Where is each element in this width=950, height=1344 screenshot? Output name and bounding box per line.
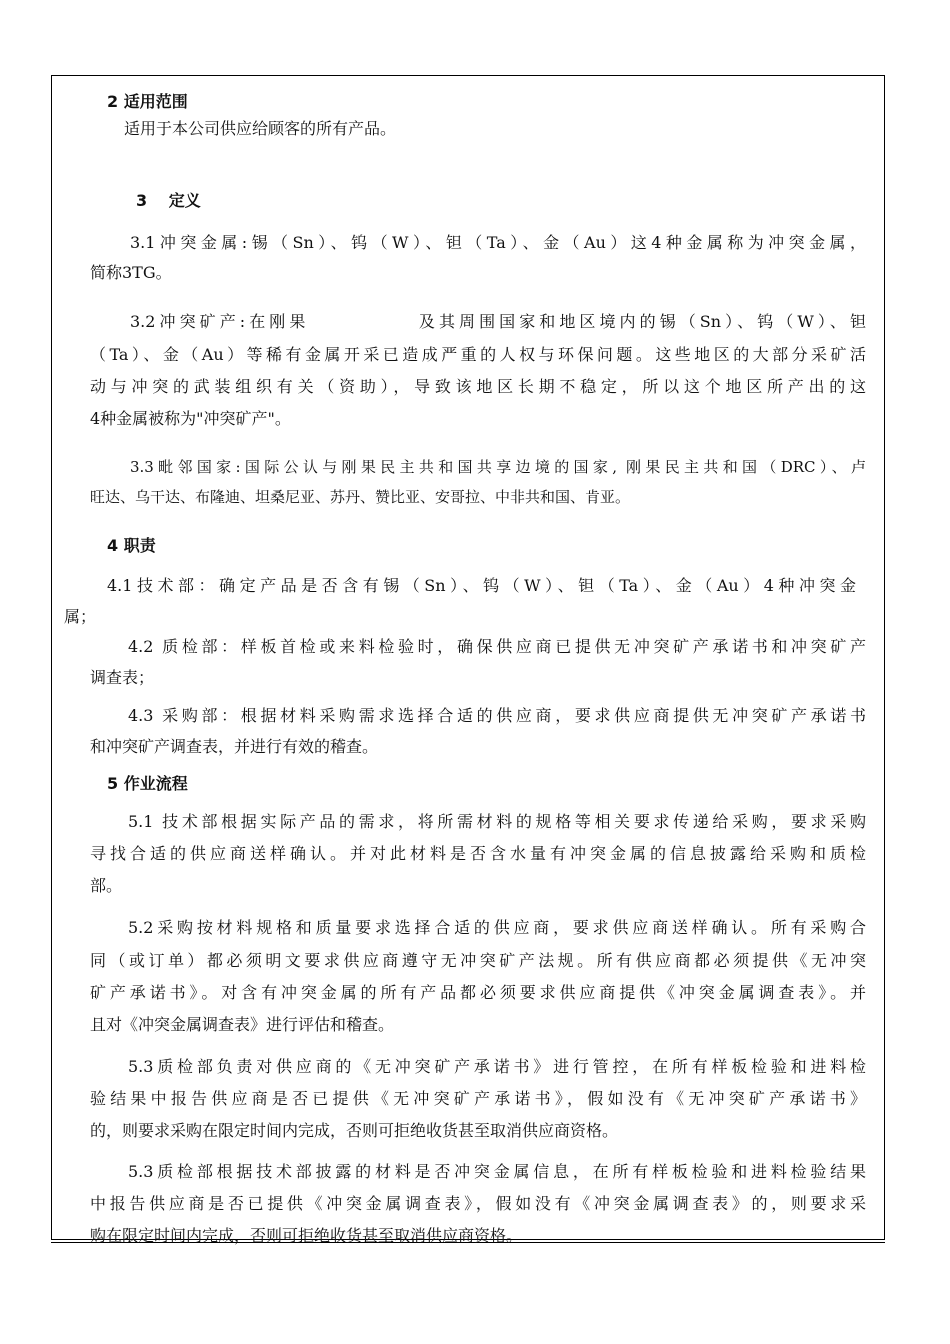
para-4-3-line: 4.3 采购部：根据材料采购需求选择合适的供应商，要求供应商提供无冲突矿产承诺书: [128, 706, 866, 725]
section-3-heading: 3 定义: [136, 191, 201, 210]
section-4-heading: 4 职责: [107, 536, 156, 555]
para-5-4-line: 购在限定时间内完成，否则可拒绝收货甚至取消供应商资格。: [90, 1226, 523, 1245]
section-2-heading: 2 适用范围: [107, 92, 188, 111]
para-3-3-line: 3.3毗邻国家:国际公认与刚果民主共和国共享边境的国家, 刚果民主共和国（DRC）、卢: [130, 458, 866, 476]
para-3-2-line: 3.2冲突矿产:在刚果 及其周围国家和地区境内的锡（Sn）、钨（W）、钽: [130, 312, 866, 331]
para-5-3-line: 验结果中报告供应商是否已提供《无冲突矿产承诺书》，假如没有《无冲突矿产承诺书》: [90, 1089, 866, 1108]
para-5-1-line: 5.1 技术部根据实际产品的需求，将所需材料的规格等相关要求传递给采购，要求采购: [128, 812, 866, 831]
para-5-2-line: 同（或订单）都必须明文要求供应商遵守无冲突矿产法规。所有供应商都必须提供《无冲突: [90, 951, 866, 970]
para-5-1-line: 部。: [90, 876, 123, 895]
para-3-2-line: 动与冲突的武装组织有关（资助），导致该地区长期不稳定，所以这个地区所产出的这: [90, 377, 866, 396]
section-2-text: 适用于本公司供应给顾客的所有产品。: [124, 119, 397, 138]
para-4-2-line: 调查表；: [90, 668, 155, 687]
para-5-1-line: 寻找合适的供应商送样确认。并对此材料是否含水量有冲突金属的信息披露给采购和质检: [90, 844, 866, 863]
para-4-1-line: 4.1技术部：确定产品是否含有锡（Sn）、钨（W）、钽（Ta）、金（Au）4种冲突金: [107, 576, 856, 595]
para-5-4-line: 5.3质检部根据技术部披露的材料是否冲突金属信息，在所有样板检验和进料检验结果: [128, 1162, 866, 1181]
section-5-heading: 5 作业流程: [107, 774, 188, 793]
para-5-3-line: 的，则要求采购在限定时间内完成，否则可拒绝收货甚至取消供应商资格。: [90, 1121, 619, 1140]
para-3-1-line: 3.1冲突金属:锡（Sn）、钨（W）、钽（Ta）、金（Au）这4种金属称为冲突金属，: [130, 233, 866, 252]
para-3-2-line: 4种金属被称为"冲突矿产"。: [90, 409, 291, 428]
para-4-1-line: 属；: [64, 607, 97, 626]
para-5-2-line: 5.2采购按材料规格和质量要求选择合适的供应商，要求供应商送样确认。所有采购合: [128, 918, 866, 937]
para-5-2-line: 且对《冲突金属调查表》进行评估和稽查。: [90, 1015, 395, 1034]
para-5-2-line: 矿产承诺书》。对含有冲突金属的所有产品都必须要求供应商提供《冲突金属调查表》。并: [90, 983, 866, 1002]
para-3-2-line: （Ta）、金（Au）等稀有金属开采已造成严重的人权与环保问题。这些地区的大部分采矿活: [90, 345, 866, 364]
para-3-3-line: 旺达、乌干达、布隆迪、坦桑尼亚、苏丹、赞比亚、安哥拉、中非共和国、肯亚。: [90, 488, 631, 506]
para-3-1-line: 简称3TG。: [90, 263, 172, 282]
para-4-2-line: 4.2 质检部：样板首检或来料检验时，确保供应商已提供无冲突矿产承诺书和冲突矿产: [128, 637, 866, 656]
para-5-4-line: 中报告供应商是否已提供《冲突金属调查表》，假如没有《冲突金属调查表》的，则要求采: [90, 1194, 866, 1213]
para-4-3-line: 和冲突矿产调查表，并进行有效的稽查。: [90, 737, 379, 756]
para-5-3-line: 5.3质检部负责对供应商的《无冲突矿产承诺书》进行管控，在所有样板检验和进料检: [128, 1057, 866, 1076]
